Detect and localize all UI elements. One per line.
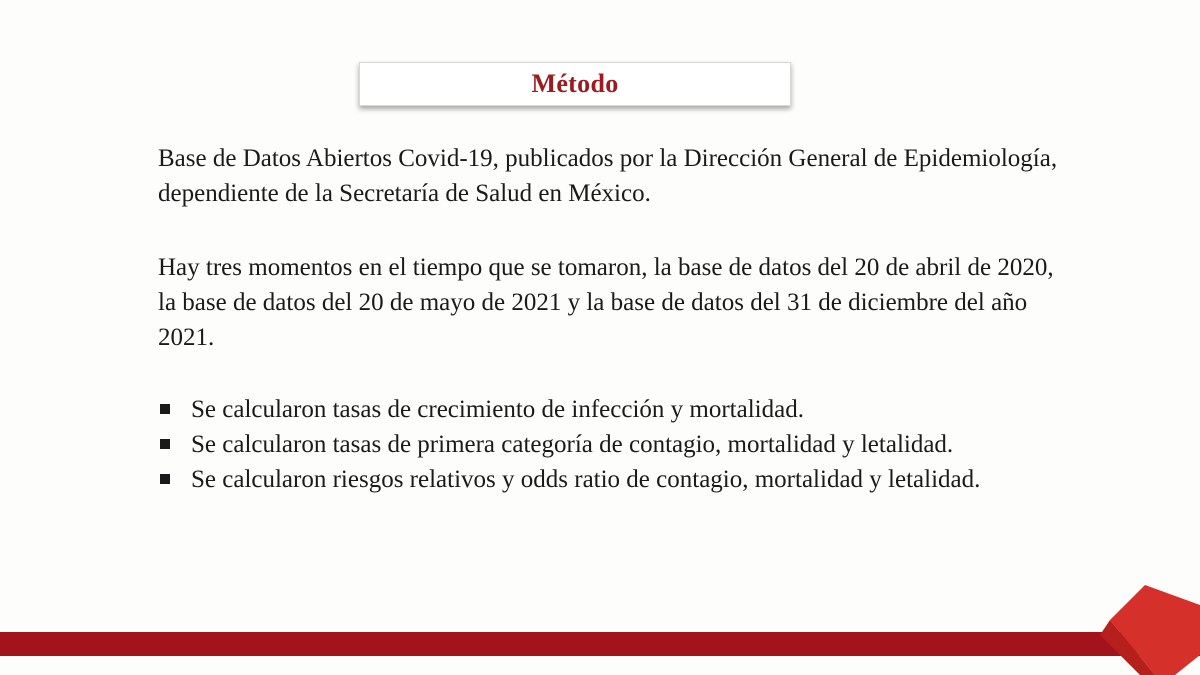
- bullet-item: [158, 392, 1018, 427]
- square-bullet-icon: [160, 439, 170, 449]
- corner-accent-icon: [1100, 585, 1200, 675]
- square-bullet-icon: [160, 474, 170, 484]
- paragraph-time-points: Hay tres momentos en el tiempo que se tomaron, la base de datos del 20 de abril de 2020, la base de datos del 20 de mayo de 2021 y la base de datos del 31 de diciembre del año 2021.: [158, 254, 1054, 351]
- footer-bar: [0, 632, 1200, 656]
- paragraph-data-source: Base de Datos Abiertos Covid-19, publicados por la Dirección General de Epidemiología, dependiente de la Secretaría de Salud en México.: [158, 145, 1058, 207]
- bullet-item: [158, 427, 1018, 462]
- bullet-text: Se calcularon tasas de primera categoría de contagio, mortalidad y letalidad.: [191, 431, 954, 458]
- slide-title: Método: [531, 69, 619, 98]
- square-bullet-icon: [160, 404, 170, 414]
- bullet-text: Se calcularon tasas de crecimiento de infección y mortalidad.: [191, 396, 804, 423]
- bullet-item: [158, 462, 1018, 497]
- bullet-text: Se calcularon riesgos relativos y odds ratio de contagio, mortalidad y letalidad.: [191, 466, 981, 493]
- title-box: [359, 62, 791, 106]
- footer-bottom-strip: [0, 656, 1200, 675]
- methods-bullet-list: [158, 392, 1018, 497]
